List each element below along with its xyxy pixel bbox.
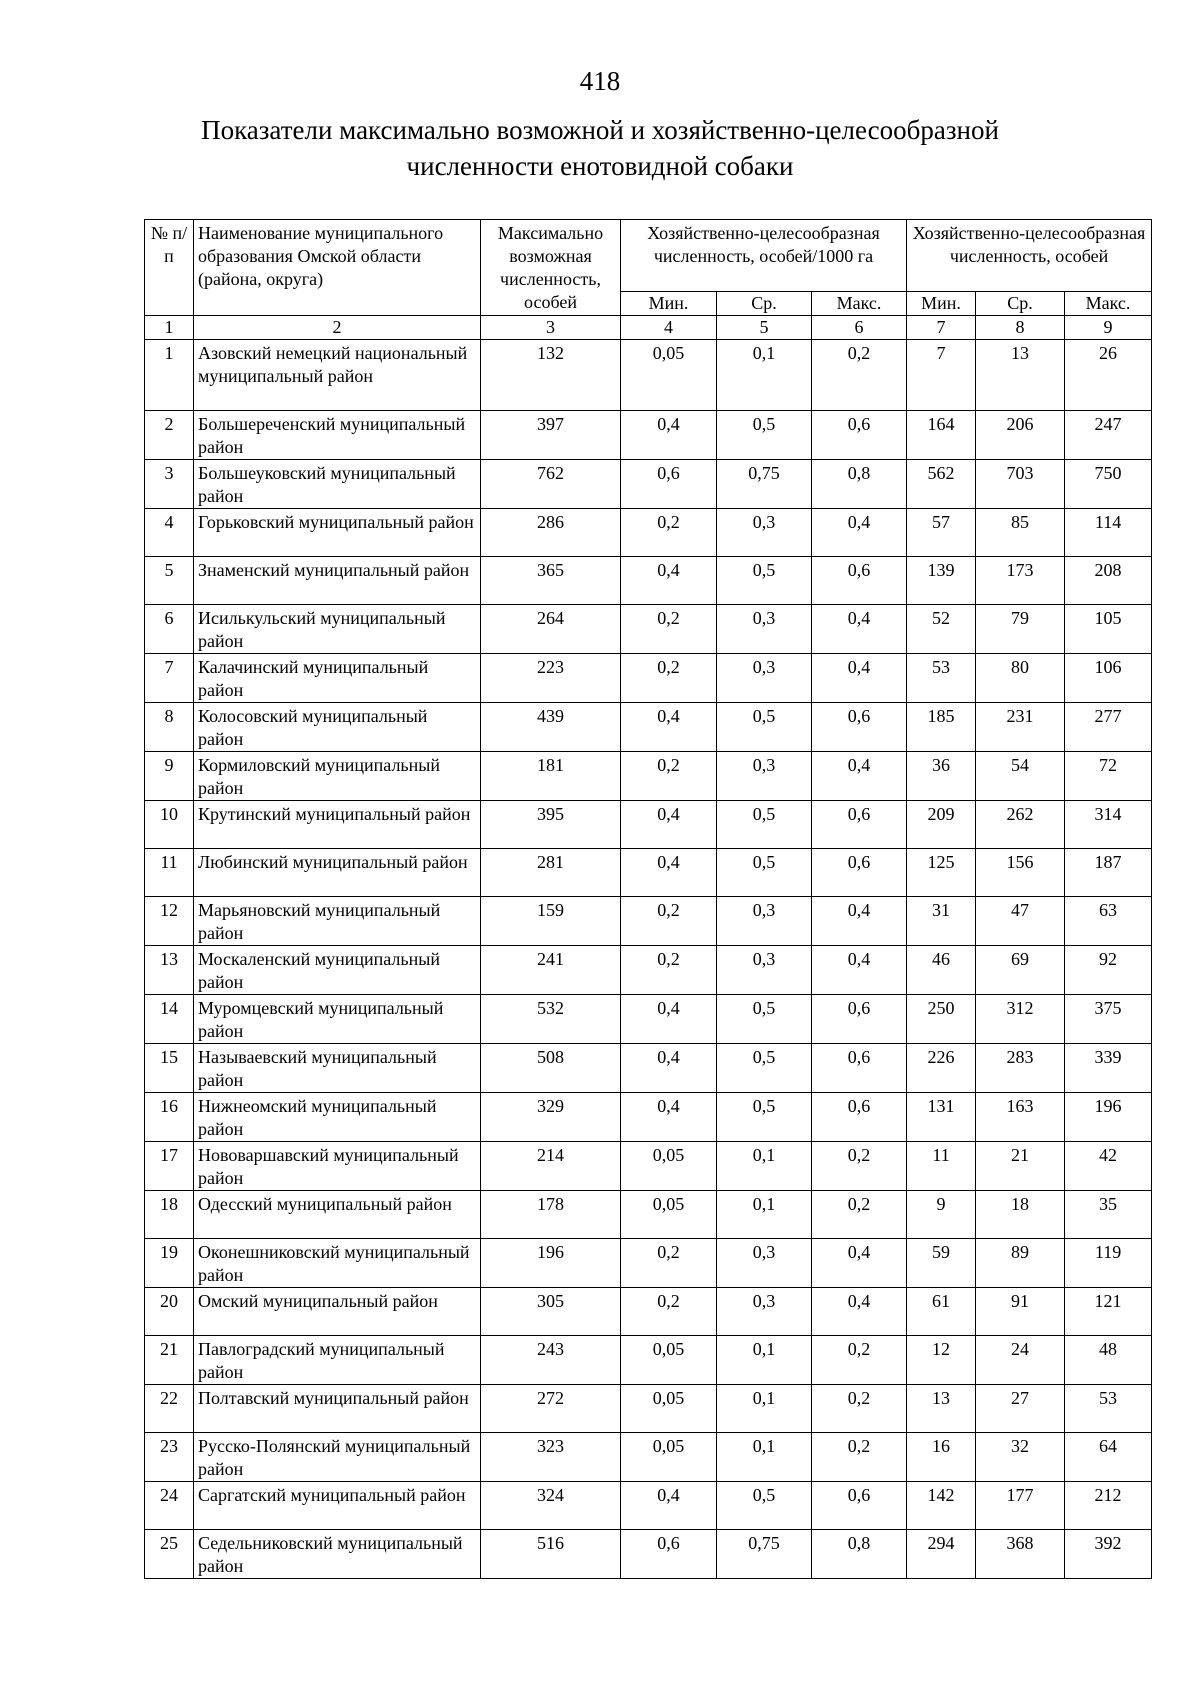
max-possible-count: 305: [481, 1288, 621, 1336]
count-avg: 262: [976, 801, 1065, 849]
density-min: 0,4: [621, 849, 717, 897]
count-avg: 24: [976, 1336, 1065, 1385]
count-avg: 32: [976, 1433, 1065, 1482]
district-name: Большереченский муниципальный район: [194, 411, 481, 460]
density-min: 0,4: [621, 1482, 717, 1530]
table-row: [145, 1336, 1152, 1385]
max-possible-count: 508: [481, 1044, 621, 1093]
max-possible-count: 516: [481, 1530, 621, 1579]
density-max: 0,4: [812, 1239, 907, 1288]
row-number: 1: [145, 340, 194, 411]
table-row: [145, 1385, 1152, 1433]
count-max: 105: [1065, 605, 1152, 654]
table-row: [145, 460, 1152, 509]
district-name: Нововаршавский муниципальный район: [194, 1142, 481, 1191]
column-number: 1: [145, 316, 194, 340]
district-name: Крутинский муниципальный район: [194, 801, 481, 849]
count-max: 187: [1065, 849, 1152, 897]
count-avg: 91: [976, 1288, 1065, 1336]
table-row: [145, 801, 1152, 849]
density-avg: 0,5: [717, 995, 812, 1044]
max-possible-count: 281: [481, 849, 621, 897]
header-density-avg: Ср.: [717, 292, 812, 316]
title-line-1: Показатели максимально возможной и хозяйственно-целесообразной: [201, 115, 999, 145]
max-possible-count: 762: [481, 460, 621, 509]
population-table: [144, 219, 1152, 1579]
column-number: 5: [717, 316, 812, 340]
count-max: 63: [1065, 897, 1152, 946]
density-min: 0,05: [621, 340, 717, 411]
header-count-group: Хозяйственно-целесообразная численность, особей: [907, 220, 1152, 292]
count-min: 57: [907, 509, 976, 557]
density-max: 0,6: [812, 801, 907, 849]
district-name: Знаменский муниципальный район: [194, 557, 481, 605]
row-number: 3: [145, 460, 194, 509]
district-name: Москаленский муниципальный район: [194, 946, 481, 995]
max-possible-count: 397: [481, 411, 621, 460]
page-number: 418: [579, 66, 621, 96]
table-row: [145, 509, 1152, 557]
column-number: 2: [194, 316, 481, 340]
count-avg: 206: [976, 411, 1065, 460]
count-avg: 283: [976, 1044, 1065, 1093]
table-row: [145, 340, 1152, 411]
count-min: 61: [907, 1288, 976, 1336]
max-possible-count: 196: [481, 1239, 621, 1288]
header-count-avg: Ср.: [976, 292, 1065, 316]
count-max: 64: [1065, 1433, 1152, 1482]
density-max: 0,6: [812, 1482, 907, 1530]
count-avg: 69: [976, 946, 1065, 995]
count-avg: 163: [976, 1093, 1065, 1142]
density-min: 0,2: [621, 654, 717, 703]
row-number: 7: [145, 654, 194, 703]
count-avg: 85: [976, 509, 1065, 557]
density-min: 0,2: [621, 1288, 717, 1336]
district-name: Азовский немецкий национальный муниципальный район: [194, 340, 481, 411]
row-number: 24: [145, 1482, 194, 1530]
density-max: 0,2: [812, 1385, 907, 1433]
table-row: [145, 703, 1152, 752]
district-name: Муромцевский муниципальный район: [194, 995, 481, 1044]
row-number: 6: [145, 605, 194, 654]
row-number: 22: [145, 1385, 194, 1433]
district-name: Калачинский муниципальный район: [194, 654, 481, 703]
district-name: Седельниковский муниципальный район: [194, 1530, 481, 1579]
row-number: 13: [145, 946, 194, 995]
max-possible-count: 243: [481, 1336, 621, 1385]
column-number: 8: [976, 316, 1065, 340]
row-number: 19: [145, 1239, 194, 1288]
row-number: 23: [145, 1433, 194, 1482]
density-avg: 0,3: [717, 509, 812, 557]
count-max: 26: [1065, 340, 1152, 411]
column-number: 7: [907, 316, 976, 340]
table-row: [145, 1093, 1152, 1142]
count-min: 142: [907, 1482, 976, 1530]
density-avg: 0,1: [717, 1142, 812, 1191]
count-min: 7: [907, 340, 976, 411]
density-min: 0,6: [621, 1530, 717, 1579]
row-number: 17: [145, 1142, 194, 1191]
density-max: 0,8: [812, 460, 907, 509]
density-max: 0,6: [812, 411, 907, 460]
count-min: 185: [907, 703, 976, 752]
count-avg: 173: [976, 557, 1065, 605]
count-min: 11: [907, 1142, 976, 1191]
density-min: 0,4: [621, 557, 717, 605]
density-max: 0,2: [812, 1433, 907, 1482]
density-max: 0,2: [812, 340, 907, 411]
count-avg: 703: [976, 460, 1065, 509]
row-number: 2: [145, 411, 194, 460]
density-max: 0,2: [812, 1142, 907, 1191]
row-number: 25: [145, 1530, 194, 1579]
density-min: 0,05: [621, 1191, 717, 1239]
district-name: Любинский муниципальный район: [194, 849, 481, 897]
density-avg: 0,1: [717, 1336, 812, 1385]
column-number: 3: [481, 316, 621, 340]
density-max: 0,4: [812, 654, 907, 703]
density-avg: 0,1: [717, 1433, 812, 1482]
district-name: Большеуковский муниципальный район: [194, 460, 481, 509]
table-row: [145, 1191, 1152, 1239]
max-possible-count: 365: [481, 557, 621, 605]
count-min: 250: [907, 995, 976, 1044]
density-min: 0,6: [621, 460, 717, 509]
table-row: [145, 1482, 1152, 1530]
row-number: 21: [145, 1336, 194, 1385]
density-min: 0,4: [621, 995, 717, 1044]
density-avg: 0,5: [717, 1044, 812, 1093]
header-num: № п/п: [145, 220, 194, 316]
column-number: 9: [1065, 316, 1152, 340]
row-number: 11: [145, 849, 194, 897]
density-min: 0,05: [621, 1385, 717, 1433]
density-max: 0,6: [812, 703, 907, 752]
density-avg: 0,5: [717, 703, 812, 752]
table-row: [145, 411, 1152, 460]
row-number: 12: [145, 897, 194, 946]
density-min: 0,2: [621, 752, 717, 801]
count-min: 12: [907, 1336, 976, 1385]
header-max-possible: Максимально возможная численность, особей: [481, 220, 621, 316]
max-possible-count: 323: [481, 1433, 621, 1482]
count-avg: 177: [976, 1482, 1065, 1530]
density-avg: 0,5: [717, 411, 812, 460]
count-max: 106: [1065, 654, 1152, 703]
density-max: 0,6: [812, 849, 907, 897]
district-name: Исилькульский муниципальный район: [194, 605, 481, 654]
max-possible-count: 439: [481, 703, 621, 752]
density-avg: 0,3: [717, 946, 812, 995]
count-max: 375: [1065, 995, 1152, 1044]
count-min: 226: [907, 1044, 976, 1093]
count-avg: 312: [976, 995, 1065, 1044]
row-number: 15: [145, 1044, 194, 1093]
table-row: [145, 1433, 1152, 1482]
max-possible-count: 532: [481, 995, 621, 1044]
count-avg: 18: [976, 1191, 1065, 1239]
count-min: 36: [907, 752, 976, 801]
district-name: Марьяновский муниципальный район: [194, 897, 481, 946]
count-max: 48: [1065, 1336, 1152, 1385]
count-max: 92: [1065, 946, 1152, 995]
density-min: 0,4: [621, 411, 717, 460]
density-max: 0,6: [812, 557, 907, 605]
density-avg: 0,5: [717, 1093, 812, 1142]
density-avg: 0,1: [717, 1191, 812, 1239]
max-possible-count: 214: [481, 1142, 621, 1191]
count-max: 247: [1065, 411, 1152, 460]
row-number: 16: [145, 1093, 194, 1142]
max-possible-count: 395: [481, 801, 621, 849]
density-max: 0,4: [812, 1288, 907, 1336]
density-min: 0,05: [621, 1142, 717, 1191]
count-min: 131: [907, 1093, 976, 1142]
max-possible-count: 286: [481, 509, 621, 557]
table-row: [145, 1288, 1152, 1336]
max-possible-count: 178: [481, 1191, 621, 1239]
count-min: 46: [907, 946, 976, 995]
density-avg: 0,3: [717, 605, 812, 654]
row-number: 14: [145, 995, 194, 1044]
table-row: [145, 1239, 1152, 1288]
count-avg: 231: [976, 703, 1065, 752]
table-row: [145, 1142, 1152, 1191]
density-min: 0,4: [621, 1044, 717, 1093]
density-avg: 0,5: [717, 557, 812, 605]
count-max: 314: [1065, 801, 1152, 849]
row-number: 10: [145, 801, 194, 849]
count-min: 294: [907, 1530, 976, 1579]
density-max: 0,2: [812, 1191, 907, 1239]
density-max: 0,4: [812, 946, 907, 995]
row-number: 9: [145, 752, 194, 801]
density-min: 0,4: [621, 703, 717, 752]
density-avg: 0,1: [717, 1385, 812, 1433]
row-number: 8: [145, 703, 194, 752]
count-max: 53: [1065, 1385, 1152, 1433]
max-possible-count: 241: [481, 946, 621, 995]
row-number: 4: [145, 509, 194, 557]
district-name: Одесский муниципальный район: [194, 1191, 481, 1239]
count-min: 59: [907, 1239, 976, 1288]
count-avg: 156: [976, 849, 1065, 897]
count-avg: 368: [976, 1530, 1065, 1579]
density-min: 0,2: [621, 1239, 717, 1288]
max-possible-count: 159: [481, 897, 621, 946]
density-min: 0,2: [621, 605, 717, 654]
table-row: [145, 1044, 1152, 1093]
density-max: 0,6: [812, 995, 907, 1044]
district-name: Русско-Полянский муниципальный район: [194, 1433, 481, 1482]
header-density-max: Макс.: [812, 292, 907, 316]
max-possible-count: 272: [481, 1385, 621, 1433]
density-max: 0,4: [812, 897, 907, 946]
count-max: 35: [1065, 1191, 1152, 1239]
district-name: Нижнеомский муниципальный район: [194, 1093, 481, 1142]
density-max: 0,8: [812, 1530, 907, 1579]
page-title: [0, 112, 1200, 184]
max-possible-count: 181: [481, 752, 621, 801]
count-max: 196: [1065, 1093, 1152, 1142]
district-name: Омский муниципальный район: [194, 1288, 481, 1336]
district-name: Колосовский муниципальный район: [194, 703, 481, 752]
count-min: 13: [907, 1385, 976, 1433]
density-avg: 0,3: [717, 1239, 812, 1288]
density-max: 0,6: [812, 1044, 907, 1093]
district-name: Горьковский муниципальный район: [194, 509, 481, 557]
count-avg: 54: [976, 752, 1065, 801]
count-max: 121: [1065, 1288, 1152, 1336]
density-avg: 0,75: [717, 460, 812, 509]
column-number: 4: [621, 316, 717, 340]
density-max: 0,4: [812, 509, 907, 557]
count-min: 164: [907, 411, 976, 460]
header-density-min: Мин.: [621, 292, 717, 316]
density-max: 0,4: [812, 605, 907, 654]
district-name: Павлоградский муниципальный район: [194, 1336, 481, 1385]
count-avg: 80: [976, 654, 1065, 703]
count-avg: 27: [976, 1385, 1065, 1433]
density-avg: 0,3: [717, 897, 812, 946]
density-avg: 0,5: [717, 801, 812, 849]
density-avg: 0,1: [717, 340, 812, 411]
district-name: Кормиловский муниципальный район: [194, 752, 481, 801]
row-number: 5: [145, 557, 194, 605]
count-max: 42: [1065, 1142, 1152, 1191]
count-max: 72: [1065, 752, 1152, 801]
count-min: 125: [907, 849, 976, 897]
table-row: [145, 849, 1152, 897]
count-avg: 21: [976, 1142, 1065, 1191]
count-min: 9: [907, 1191, 976, 1239]
density-min: 0,4: [621, 1093, 717, 1142]
count-max: 392: [1065, 1530, 1152, 1579]
density-min: 0,2: [621, 509, 717, 557]
count-avg: 13: [976, 340, 1065, 411]
count-avg: 89: [976, 1239, 1065, 1288]
header-density-group: Хозяйственно-целесообразная численность, особей/1000 га: [621, 220, 907, 292]
count-min: 139: [907, 557, 976, 605]
density-min: 0,2: [621, 897, 717, 946]
count-max: 339: [1065, 1044, 1152, 1093]
density-max: 0,2: [812, 1336, 907, 1385]
count-max: 277: [1065, 703, 1152, 752]
density-max: 0,4: [812, 752, 907, 801]
count-avg: 47: [976, 897, 1065, 946]
count-max: 119: [1065, 1239, 1152, 1288]
density-max: 0,6: [812, 1093, 907, 1142]
table-row: [145, 752, 1152, 801]
max-possible-count: 264: [481, 605, 621, 654]
count-min: 53: [907, 654, 976, 703]
header-count-max: Макс.: [1065, 292, 1152, 316]
max-possible-count: 329: [481, 1093, 621, 1142]
count-min: 562: [907, 460, 976, 509]
table-row: [145, 1530, 1152, 1579]
density-avg: 0,5: [717, 1482, 812, 1530]
count-min: 31: [907, 897, 976, 946]
density-avg: 0,3: [717, 1288, 812, 1336]
district-name: Саргатский муниципальный район: [194, 1482, 481, 1530]
max-possible-count: 223: [481, 654, 621, 703]
district-name: Оконешниковский муниципальный район: [194, 1239, 481, 1288]
column-numbers-row: [145, 316, 1152, 340]
count-max: 750: [1065, 460, 1152, 509]
header-count-min: Мин.: [907, 292, 976, 316]
table-row: [145, 605, 1152, 654]
table-row: [145, 995, 1152, 1044]
count-max: 212: [1065, 1482, 1152, 1530]
max-possible-count: 132: [481, 340, 621, 411]
count-max: 114: [1065, 509, 1152, 557]
density-min: 0,05: [621, 1336, 717, 1385]
count-max: 208: [1065, 557, 1152, 605]
row-number: 18: [145, 1191, 194, 1239]
density-avg: 0,3: [717, 752, 812, 801]
header-name: Наименование муниципального образования Омской области (района, округа): [194, 220, 481, 316]
count-min: 52: [907, 605, 976, 654]
title-line-2: численности енотовидной собаки: [406, 151, 794, 181]
density-avg: 0,5: [717, 849, 812, 897]
column-number: 6: [812, 316, 907, 340]
count-min: 209: [907, 801, 976, 849]
density-min: 0,2: [621, 946, 717, 995]
count-avg: 79: [976, 605, 1065, 654]
count-min: 16: [907, 1433, 976, 1482]
table-row: [145, 897, 1152, 946]
district-name: Называевский муниципальный район: [194, 1044, 481, 1093]
density-avg: 0,3: [717, 654, 812, 703]
table-row: [145, 654, 1152, 703]
district-name: Полтавский муниципальный район: [194, 1385, 481, 1433]
max-possible-count: 324: [481, 1482, 621, 1530]
density-min: 0,05: [621, 1433, 717, 1482]
row-number: 20: [145, 1288, 194, 1336]
table-row: [145, 557, 1152, 605]
density-min: 0,4: [621, 801, 717, 849]
density-avg: 0,75: [717, 1530, 812, 1579]
table-row: [145, 946, 1152, 995]
